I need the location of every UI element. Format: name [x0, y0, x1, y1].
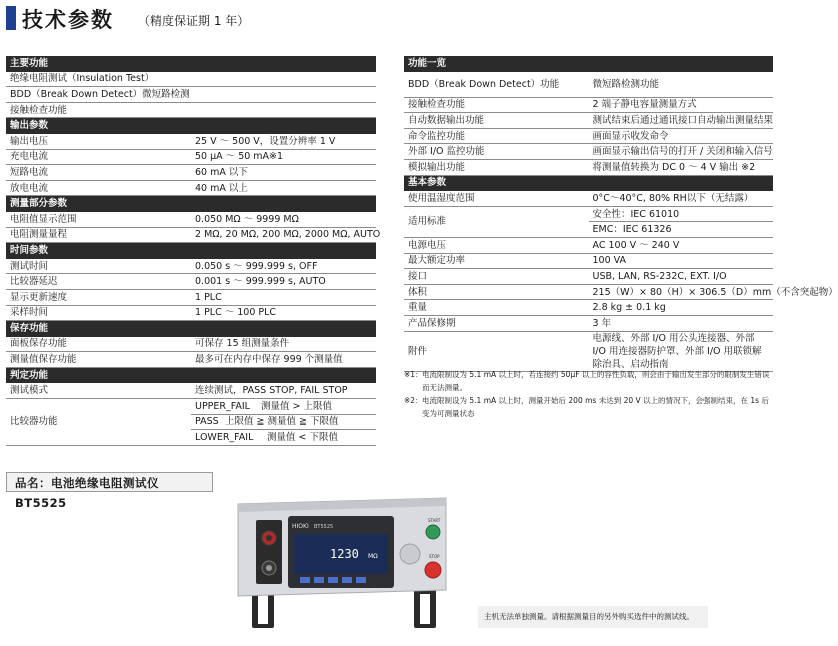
device-image [232, 494, 452, 630]
spec-value: 0.050 s ～ 999.999 s, OFF [191, 258, 376, 274]
spec-value: 0.001 s ～ 999.999 s, AUTO [191, 274, 376, 290]
device-softkey [328, 577, 338, 583]
spec-value: 2.8 kg ± 0.1 kg [589, 300, 774, 316]
spec-label: 产品保修期 [404, 315, 589, 331]
section-basic-params: 基本参数 [404, 175, 773, 191]
spec-label: 外部 I/O 监控功能 [404, 144, 589, 160]
spec-value: 画面显示输出信号的打开 / 关闭和输入信号 [589, 144, 774, 160]
spec-value: 0°C～40°C, 80% RH以下（无结露） [589, 191, 774, 207]
spec-label: 接触检查功能 [404, 97, 589, 113]
spec-label: 使用温湿度范围 [404, 191, 589, 207]
device-model: BT5525 [314, 524, 334, 530]
device-softkey [314, 577, 324, 583]
device-terminal-black-center [266, 565, 272, 571]
spec-label: 模拟输出功能 [404, 159, 589, 175]
comparator-value: 测量值 > 上限值 [261, 400, 332, 412]
comparator-row [191, 414, 376, 430]
device-stop-button [425, 562, 441, 578]
comparator-row [191, 399, 376, 415]
device-start-button [426, 525, 440, 539]
footnote-text: 电流限制设为 5.1 mA 以上时，若连接约 50μF 以上的容性负载，则会由于输出发生部分的限制发生错误而无法测量。 [422, 370, 770, 392]
device-stop-label: STOP [429, 554, 440, 559]
footnote [404, 394, 774, 420]
spec-value: 1 PLC [191, 289, 376, 305]
comparator-value: 测量值 < 下限值 [267, 432, 338, 444]
page-title: 技术参数 [22, 8, 114, 32]
spec-value: 3 年 [589, 315, 774, 331]
page-subtitle: （精度保证期 1 年） [138, 14, 250, 28]
device-start-label: START [428, 518, 441, 523]
comparator-value: 上限值 ≧ 测量值 ≧ 下限值 [225, 416, 339, 428]
spec-label: 附件 [404, 331, 589, 371]
section-judge: 判定功能 [6, 367, 376, 383]
spec-value: AC 100 V ～ 240 V [589, 237, 774, 253]
spec-label: 自动数据输出功能 [404, 113, 589, 129]
spec-label: 体积 [404, 284, 589, 300]
device-brand: HIOKI [292, 523, 309, 530]
spec-label: 显示更新速度 [6, 289, 191, 305]
spec-value: EMC：IEC 61326 [589, 222, 774, 238]
device-left-leg-gap [258, 594, 268, 624]
section-measure-params: 测量部分参数 [6, 196, 376, 212]
footnote-mark: ※2： [404, 396, 423, 405]
spec-label: 充电电流 [6, 149, 191, 165]
section-function-list: 功能一览 [404, 56, 773, 71]
device-reading: 1230 [330, 547, 359, 561]
spec-value: USB, LAN, RS-232C, EXT. I/O [589, 269, 774, 285]
device-reading-unit: MΩ [368, 553, 378, 560]
spec-label: 采样时间 [6, 305, 191, 321]
spec-value: 215（W）× 80（H）× 306.5（D）mm（不含突起物） [589, 284, 774, 300]
spec-label: 重量 [404, 300, 589, 316]
spec-label: 测试模式 [6, 383, 191, 399]
spec-value: 电源线、外部 I/O 用公头连接器、外部 I/O 用连接器防护罩、外部 I/O 用联锁解除治具、启动指南 [589, 331, 774, 371]
footnote [404, 368, 774, 394]
main-function-item: 绝缘电阻测试（Insulation Test） [6, 71, 376, 87]
device-softkey [300, 577, 310, 583]
section-time-params: 时间参数 [6, 243, 376, 259]
main-function-item: BDD（Break Down Detect）微短路检测 [6, 87, 376, 103]
spec-label: BDD（Break Down Detect）功能 [404, 71, 589, 97]
spec-value: 测试结束后通过通讯接口自动输出测量结果 [589, 113, 774, 129]
spec-value: 安全性：IEC 61010 [589, 206, 774, 222]
device-softkey [342, 577, 352, 583]
device-right-leg-gap [420, 594, 430, 624]
comparator-key: LOWER_FAIL [195, 432, 254, 444]
spec-label: 比较器延迟 [6, 274, 191, 290]
spec-value: 将测量值转换为 DC 0 ～ 4 V 输出 ※2 [589, 159, 774, 175]
spec-value: 1 PLC ～ 100 PLC [191, 305, 376, 321]
spec-value: 画面显示收发命令 [589, 128, 774, 144]
spec-label: 最大额定功率 [404, 253, 589, 269]
comparator-key: PASS [195, 416, 219, 428]
product-name-label: 品名：电池绝缘电阻测试仪 BT5525 [6, 472, 213, 492]
spec-label: 输出电压 [6, 133, 191, 149]
spec-label: 接口 [404, 269, 589, 285]
spec-label: 命令监控功能 [404, 128, 589, 144]
spec-label: 测试时间 [6, 258, 191, 274]
spec-value: 60 mA 以下 [191, 165, 376, 181]
spec-label: 电阻测量量程 [6, 227, 191, 243]
section-output-params: 输出参数 [6, 118, 376, 134]
spec-label: 面板保存功能 [6, 336, 191, 352]
spec-label: 电源电压 [404, 237, 589, 253]
spec-label: 放电电流 [6, 180, 191, 196]
spec-value: 可保存 15 组测量条件 [191, 336, 376, 352]
spec-label: 短路电流 [6, 165, 191, 181]
spec-label: 测量值保存功能 [6, 352, 191, 368]
section-main-functions: 主要功能 [6, 56, 376, 71]
spec-value: 最多可在内存中保存 999 个测量值 [191, 352, 376, 368]
spec-label: 电阻值显示范围 [6, 211, 191, 227]
spec-value: 100 VA [589, 253, 774, 269]
footnote-mark: ※1： [404, 370, 423, 379]
right-spec-table [404, 56, 838, 372]
section-save: 保存功能 [6, 321, 376, 337]
comparator-key: UPPER_FAIL [195, 400, 250, 412]
footnote-text: 电流限制设为 5.1 mA 以上时，测量开始后 200 ms 未达到 20 V 以上的情况下，会强制结束，在 1s 后变为可测量状态 [422, 396, 769, 418]
spec-value: 2 MΩ, 20 MΩ, 200 MΩ, 2000 MΩ, AUTO [191, 227, 376, 243]
title-accent-bar [6, 6, 16, 30]
spec-value: 微短路检测功能 [589, 71, 774, 97]
device-rotary-dial [400, 544, 420, 564]
left-spec-table [6, 56, 381, 446]
image-caption: 主机无法单独测量。请根据测量目的另外购买选件中的测试线。 [478, 606, 708, 628]
spec-value: 连续测试，PASS STOP, FAIL STOP [191, 383, 376, 399]
spec-label: 比较器功能 [6, 399, 191, 446]
spec-value: 25 V ～ 500 V，设置分辨率 1 V [191, 133, 376, 149]
spec-value: 40 mA 以上 [191, 180, 376, 196]
device-softkey [356, 577, 366, 583]
device-terminal-red-center [266, 535, 272, 541]
comparator-row [191, 430, 376, 446]
main-function-item: 接触检查功能 [6, 102, 376, 118]
footnotes [404, 368, 774, 420]
spec-label: 适用标准 [404, 206, 589, 237]
spec-value: 50 μA ～ 50 mA※1 [191, 149, 376, 165]
spec-value: 0.050 MΩ ～ 9999 MΩ [191, 211, 376, 227]
spec-value: 2 端子静电容量测量方式 [589, 97, 774, 113]
